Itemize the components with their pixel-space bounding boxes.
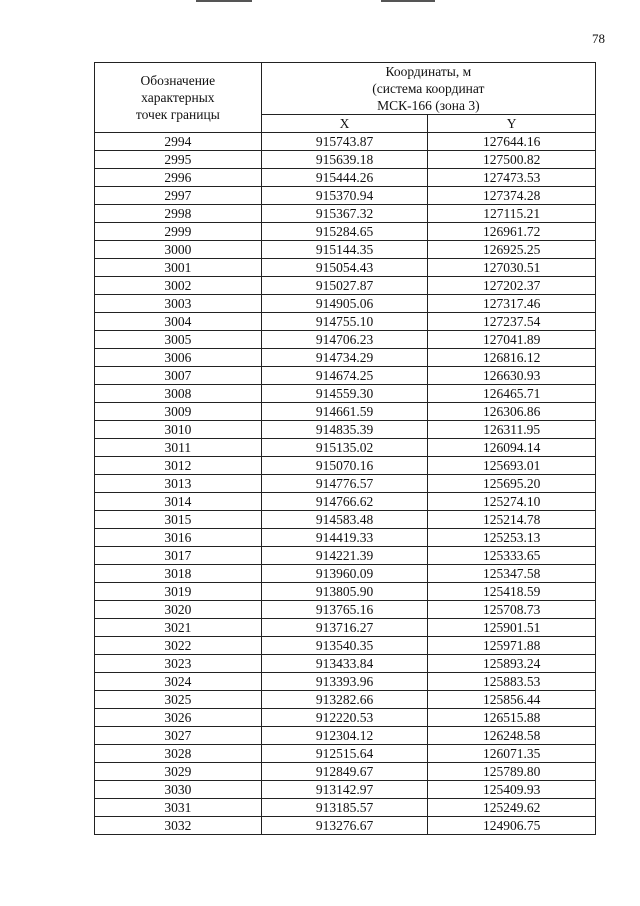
point-id-cell: 3029 <box>95 763 262 781</box>
table-row <box>95 493 596 511</box>
point-id-cell: 3009 <box>95 403 262 421</box>
header-y: Y <box>428 115 596 133</box>
y-coordinate-cell: 127644.16 <box>428 133 596 151</box>
point-id-cell: 3002 <box>95 277 262 295</box>
point-id-cell: 3010 <box>95 421 262 439</box>
point-id-cell: 2998 <box>95 205 262 223</box>
x-coordinate-cell: 914905.06 <box>261 295 428 313</box>
point-id-cell: 3011 <box>95 439 262 457</box>
y-coordinate-cell: 127202.37 <box>428 277 596 295</box>
x-coordinate-cell: 915367.32 <box>261 205 428 223</box>
point-id-cell: 3019 <box>95 583 262 601</box>
x-coordinate-cell: 915444.26 <box>261 169 428 187</box>
x-coordinate-cell: 914835.39 <box>261 421 428 439</box>
x-coordinate-cell: 913185.57 <box>261 799 428 817</box>
table-row <box>95 745 596 763</box>
header-point-designation-text: Обозначение характерных точек границы <box>135 73 220 122</box>
point-id-cell: 3007 <box>95 367 262 385</box>
point-id-cell: 3017 <box>95 547 262 565</box>
y-coordinate-cell: 125856.44 <box>428 691 596 709</box>
header-coordinates <box>261 63 595 115</box>
table-row <box>95 259 596 277</box>
table-row <box>95 799 596 817</box>
table-row <box>95 133 596 151</box>
y-coordinate-cell: 125418.59 <box>428 583 596 601</box>
header-point-designation <box>95 63 262 133</box>
table-row <box>95 817 596 835</box>
x-coordinate-cell: 913393.96 <box>261 673 428 691</box>
table-row <box>95 565 596 583</box>
point-id-cell: 3028 <box>95 745 262 763</box>
y-coordinate-cell: 126071.35 <box>428 745 596 763</box>
table-row <box>95 295 596 313</box>
point-id-cell: 3031 <box>95 799 262 817</box>
table-row <box>95 763 596 781</box>
y-coordinate-cell: 124906.75 <box>428 817 596 835</box>
x-coordinate-cell: 913142.97 <box>261 781 428 799</box>
table-row <box>95 169 596 187</box>
table-row <box>95 367 596 385</box>
y-coordinate-cell: 126515.88 <box>428 709 596 727</box>
page-number: 78 <box>592 31 605 46</box>
y-coordinate-cell: 126094.14 <box>428 439 596 457</box>
point-id-cell: 3000 <box>95 241 262 259</box>
x-coordinate-cell: 915743.87 <box>261 133 428 151</box>
y-coordinate-cell: 127237.54 <box>428 313 596 331</box>
table-row <box>95 691 596 709</box>
table-row <box>95 403 596 421</box>
table-row <box>95 637 596 655</box>
x-coordinate-cell: 915144.35 <box>261 241 428 259</box>
table-row <box>95 439 596 457</box>
x-coordinate-cell: 912304.12 <box>261 727 428 745</box>
y-coordinate-cell: 125789.80 <box>428 763 596 781</box>
table-row <box>95 655 596 673</box>
y-coordinate-cell: 125695.20 <box>428 475 596 493</box>
y-coordinate-cell: 125333.65 <box>428 547 596 565</box>
y-coordinate-cell: 126925.25 <box>428 241 596 259</box>
x-coordinate-cell: 914559.30 <box>261 385 428 403</box>
point-id-cell: 2995 <box>95 151 262 169</box>
table-row <box>95 781 596 799</box>
point-id-cell: 3003 <box>95 295 262 313</box>
y-coordinate-cell: 126248.58 <box>428 727 596 745</box>
y-coordinate-cell: 126961.72 <box>428 223 596 241</box>
y-coordinate-cell: 127473.53 <box>428 169 596 187</box>
y-coordinate-cell: 126630.93 <box>428 367 596 385</box>
point-id-cell: 3027 <box>95 727 262 745</box>
point-id-cell: 3001 <box>95 259 262 277</box>
point-id-cell: 3021 <box>95 619 262 637</box>
y-coordinate-cell: 125274.10 <box>428 493 596 511</box>
table-row <box>95 331 596 349</box>
y-coordinate-cell: 126306.86 <box>428 403 596 421</box>
x-coordinate-cell: 915135.02 <box>261 439 428 457</box>
point-id-cell: 3008 <box>95 385 262 403</box>
table-row <box>95 223 596 241</box>
x-coordinate-cell: 915284.65 <box>261 223 428 241</box>
y-coordinate-cell: 125883.53 <box>428 673 596 691</box>
table-row <box>95 511 596 529</box>
x-coordinate-cell: 914755.10 <box>261 313 428 331</box>
x-coordinate-cell: 915070.16 <box>261 457 428 475</box>
x-coordinate-cell: 912220.53 <box>261 709 428 727</box>
x-coordinate-cell: 913960.09 <box>261 565 428 583</box>
point-id-cell: 3020 <box>95 601 262 619</box>
point-id-cell: 3018 <box>95 565 262 583</box>
table-row <box>95 421 596 439</box>
x-coordinate-cell: 914661.59 <box>261 403 428 421</box>
point-id-cell: 3004 <box>95 313 262 331</box>
point-id-cell: 3032 <box>95 817 262 835</box>
table-row <box>95 547 596 565</box>
x-coordinate-cell: 912849.67 <box>261 763 428 781</box>
table-row <box>95 457 596 475</box>
point-id-cell: 3014 <box>95 493 262 511</box>
point-id-cell: 3024 <box>95 673 262 691</box>
point-id-cell: 3016 <box>95 529 262 547</box>
x-coordinate-cell: 914221.39 <box>261 547 428 565</box>
x-coordinate-cell: 913276.67 <box>261 817 428 835</box>
y-coordinate-cell: 125971.88 <box>428 637 596 655</box>
table-row <box>95 583 596 601</box>
point-id-cell: 3005 <box>95 331 262 349</box>
y-coordinate-cell: 126816.12 <box>428 349 596 367</box>
header-coordinates-text: Координаты, м (система координат МСК-166 (зона 3) <box>372 64 485 113</box>
point-id-cell: 3030 <box>95 781 262 799</box>
point-id-cell: 3025 <box>95 691 262 709</box>
point-id-cell: 3022 <box>95 637 262 655</box>
x-coordinate-cell: 914734.29 <box>261 349 428 367</box>
x-coordinate-cell: 914419.33 <box>261 529 428 547</box>
y-coordinate-cell: 127500.82 <box>428 151 596 169</box>
y-coordinate-cell: 127041.89 <box>428 331 596 349</box>
x-coordinate-cell: 913716.27 <box>261 619 428 637</box>
y-coordinate-cell: 125901.51 <box>428 619 596 637</box>
x-coordinate-cell: 913282.66 <box>261 691 428 709</box>
point-id-cell: 2997 <box>95 187 262 205</box>
y-coordinate-cell: 126465.71 <box>428 385 596 403</box>
table-row <box>95 205 596 223</box>
y-coordinate-cell: 125893.24 <box>428 655 596 673</box>
x-coordinate-cell: 915370.94 <box>261 187 428 205</box>
table-row <box>95 709 596 727</box>
y-coordinate-cell: 125214.78 <box>428 511 596 529</box>
y-coordinate-cell: 125409.93 <box>428 781 596 799</box>
scan-artifact-line-left <box>196 0 252 2</box>
point-id-cell: 3006 <box>95 349 262 367</box>
point-id-cell: 3013 <box>95 475 262 493</box>
table-row <box>95 601 596 619</box>
table-row <box>95 475 596 493</box>
boundary-points-table <box>94 62 596 835</box>
x-coordinate-cell: 915054.43 <box>261 259 428 277</box>
y-coordinate-cell: 125253.13 <box>428 529 596 547</box>
point-id-cell: 2996 <box>95 169 262 187</box>
x-coordinate-cell: 913540.35 <box>261 637 428 655</box>
x-coordinate-cell: 914706.23 <box>261 331 428 349</box>
table-row <box>95 529 596 547</box>
x-coordinate-cell: 914776.57 <box>261 475 428 493</box>
x-coordinate-cell: 913765.16 <box>261 601 428 619</box>
table-row <box>95 187 596 205</box>
y-coordinate-cell: 125708.73 <box>428 601 596 619</box>
y-coordinate-cell: 125693.01 <box>428 457 596 475</box>
point-id-cell: 3012 <box>95 457 262 475</box>
point-id-cell: 3015 <box>95 511 262 529</box>
table-row <box>95 385 596 403</box>
y-coordinate-cell: 127317.46 <box>428 295 596 313</box>
y-coordinate-cell: 125347.58 <box>428 565 596 583</box>
point-id-cell: 3023 <box>95 655 262 673</box>
x-coordinate-cell: 914674.25 <box>261 367 428 385</box>
y-coordinate-cell: 127115.21 <box>428 205 596 223</box>
table-row <box>95 673 596 691</box>
table-row <box>95 313 596 331</box>
table-row <box>95 277 596 295</box>
x-coordinate-cell: 915639.18 <box>261 151 428 169</box>
x-coordinate-cell: 912515.64 <box>261 745 428 763</box>
y-coordinate-cell: 125249.62 <box>428 799 596 817</box>
y-coordinate-cell: 126311.95 <box>428 421 596 439</box>
x-coordinate-cell: 913433.84 <box>261 655 428 673</box>
x-coordinate-cell: 914766.62 <box>261 493 428 511</box>
x-coordinate-cell: 913805.90 <box>261 583 428 601</box>
point-id-cell: 2994 <box>95 133 262 151</box>
scan-artifact-line-right <box>381 0 435 2</box>
point-id-cell: 3026 <box>95 709 262 727</box>
point-id-cell: 2999 <box>95 223 262 241</box>
x-coordinate-cell: 914583.48 <box>261 511 428 529</box>
x-coordinate-cell: 915027.87 <box>261 277 428 295</box>
header-x: X <box>261 115 428 133</box>
table-row <box>95 619 596 637</box>
table-header <box>95 63 596 133</box>
table-row <box>95 151 596 169</box>
y-coordinate-cell: 127374.28 <box>428 187 596 205</box>
table-row <box>95 727 596 745</box>
y-coordinate-cell: 127030.51 <box>428 259 596 277</box>
table-body <box>95 133 596 835</box>
table-row <box>95 241 596 259</box>
table-row <box>95 349 596 367</box>
